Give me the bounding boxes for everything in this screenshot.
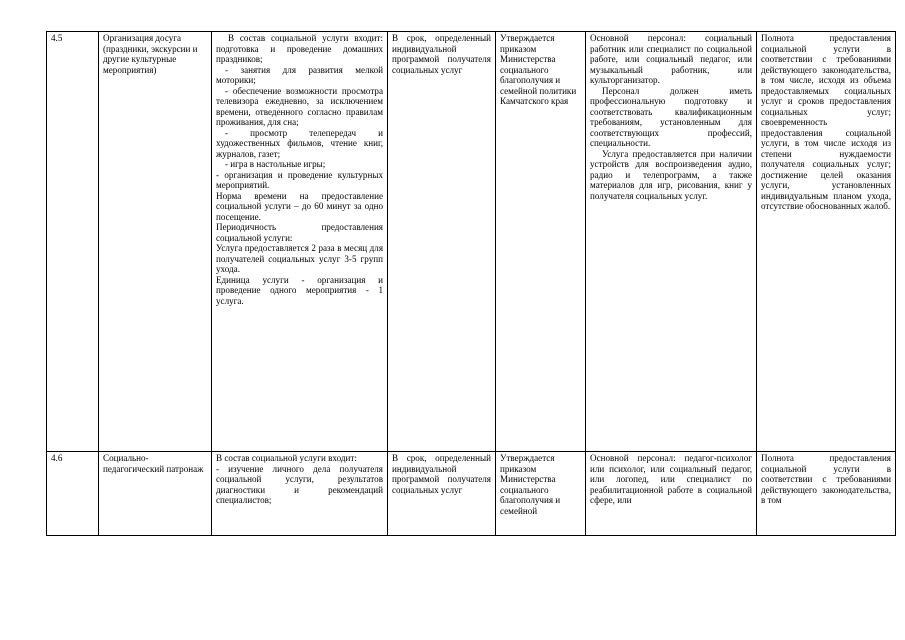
- service-number: 4.5: [47, 32, 99, 452]
- service-indicators: Полнота предоставления социальной услуги в соответствии с требованиями действующего законодательства, в том числе, исходя из объема предоставляемых социальных услуг и сроков предоставления социальных услуг; своевременность предоставления социальной услуги, в том числе исходя из степени нуждаемости получателя социальных услуг; достижение целей оказания услуги, установленных индивидуальным планом ухода, отсутствие обоснованных жалоб.: [757, 32, 896, 452]
- services-table: [46, 31, 896, 536]
- service-name: Социально-педагогический патронаж: [99, 452, 212, 536]
- service-term: В срок, определенный индивидуальной программой получателя социальных услуг: [388, 32, 496, 452]
- service-name: Организация досуга (праздники, экскурсии и другие культурные мероприятия): [99, 32, 212, 452]
- service-indicators: Полнота предоставления социальной услуги в соответствии с требованиями действующего законодательства, в том: [757, 452, 896, 536]
- service-approval: Утверждается приказом Министерства социального благополучия и семейной политики Камчатского края: [496, 32, 586, 452]
- table-row: [47, 452, 896, 536]
- table-row: [47, 32, 896, 452]
- service-number: 4.6: [47, 452, 99, 536]
- service-content: В состав социальной услуги входит: подготовка и проведение домашних праздников; - занятия для развития мелкой моторики; - обеспечение возможности просмотра телевизора ежедневно, за исключением времени, отведенного согласно правилам проживания, для сна; - просмотр телепередач и художественных фильмов, чтение книг, журналов, газет; - игра в настольные игры; - организация и проведение культурных мероприятий. Норма времени на предоставление социальной услуги – до 60 минут за одно посещение. Периодичность предоставления социальной услуги: Услуга предоставляется 2 раза в месяц для получателей социальных услуг 3-5 групп ухода. Единица услуги - организация и проведение одного мероприятия - 1 услуга.: [212, 32, 388, 452]
- service-term: В срок, определенный индивидуальной программой получателя социальных услуг: [388, 452, 496, 536]
- service-content: В состав социальной услуги входит: - изучение личного дела получателя социальной услуги, результатов диагностики и рекомендаций специалистов;: [212, 452, 388, 536]
- service-conditions: Основной персонал: социальный работник или специалист по социальной работе, или социальный педагог, или музыкальный работник, или культорганизатор. Персонал должен иметь профессиональную подготовку и соответствовать квалификационным требованиям, установленным для соответствующих профессий, специальности. Услуга предоставляется при наличии устройств для воспроизведения аудио, радио и телепрограмм, а также материалов для игр, рисования, книг у получателя социальных услуг.: [586, 32, 757, 452]
- service-conditions: Основной персонал: педагог-психолог или психолог, или социальный педагог, или логопед, или специалист по реабилитационной работе в социальной сфере, или: [586, 452, 757, 536]
- service-approval: Утверждается приказом Министерства социального благополучия и семейной: [496, 452, 586, 536]
